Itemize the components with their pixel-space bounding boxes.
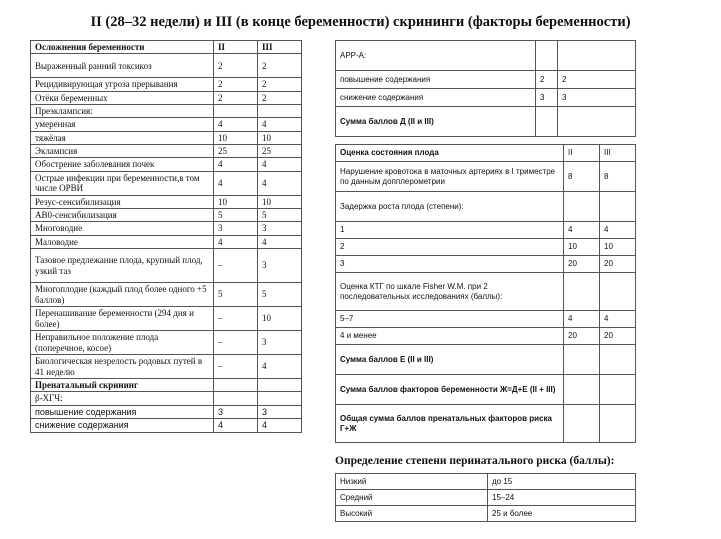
cell-ii: 3	[214, 405, 258, 418]
cell-iii: 4	[258, 158, 302, 171]
row-label: 3	[336, 256, 564, 273]
risk-range: до 15	[488, 474, 636, 490]
cell-ii: 4	[214, 158, 258, 171]
cell-iii: 8	[600, 162, 636, 192]
table-row	[31, 222, 302, 235]
cell-iii: 3	[558, 89, 636, 107]
row-label: Общая сумма баллов пренатальных факторов риска Г+Ж	[336, 405, 564, 443]
cell-iii: 2	[258, 91, 302, 104]
row-label: 4 и менее	[336, 328, 564, 345]
cell-ii	[214, 105, 258, 118]
cell-ii	[564, 345, 600, 375]
table-row	[31, 331, 302, 355]
table-row	[31, 195, 302, 208]
table-row	[336, 273, 636, 311]
cell-ii: 3	[214, 222, 258, 235]
cell-ii: 4	[214, 419, 258, 432]
table-row	[336, 256, 636, 273]
row-label: АВ0-сенсибилизация	[31, 209, 214, 222]
cell-ii: 2	[214, 91, 258, 104]
perinatal-risk-table	[335, 473, 636, 522]
row-label: АРР-А:	[336, 41, 536, 71]
cell-iii	[600, 273, 636, 311]
table-row	[336, 405, 636, 443]
column-header: Осложнения беременности	[31, 41, 214, 54]
cell-iii: 25	[258, 145, 302, 158]
row-label: Эклампсия	[31, 145, 214, 158]
cell-iii: 5	[258, 283, 302, 307]
row-label: β-ХГЧ:	[31, 392, 214, 405]
cell-iii: 10	[258, 195, 302, 208]
cell-iii: 5	[258, 209, 302, 222]
cell-iii: 4	[258, 118, 302, 131]
row-label: снижение содержания	[336, 89, 536, 107]
cell-iii: 3	[258, 405, 302, 418]
table-row	[31, 54, 302, 78]
cell-ii: 5	[214, 283, 258, 307]
cell-iii: 2	[258, 54, 302, 78]
cell-iii: 10	[600, 239, 636, 256]
table-row	[31, 307, 302, 331]
cell-ii: 3	[536, 89, 558, 107]
cell-iii: 4	[258, 235, 302, 248]
table-row	[336, 506, 636, 522]
fetal-condition-table	[335, 144, 636, 443]
table-row	[336, 41, 636, 71]
table-row	[31, 283, 302, 307]
cell-ii: 2	[536, 71, 558, 89]
row-label: умеренная	[31, 118, 214, 131]
cell-iii	[600, 192, 636, 222]
cell-iii	[258, 105, 302, 118]
row-label: 1	[336, 222, 564, 239]
cell-ii: 8	[564, 162, 600, 192]
table-row	[31, 392, 302, 405]
cell-ii: –	[214, 307, 258, 331]
cell-iii: 4	[600, 311, 636, 328]
risk-level: Средний	[336, 490, 488, 506]
row-label: тяжёлая	[31, 131, 214, 144]
cell-iii: 2	[558, 71, 636, 89]
cell-iii: 10	[258, 307, 302, 331]
table-row	[31, 379, 302, 392]
cell-ii: –	[214, 355, 258, 379]
row-label: Пренатальный скрининг	[31, 379, 214, 392]
table-row	[31, 78, 302, 91]
row-label: Сумма баллов Е (II и III)	[336, 345, 564, 375]
row-label: Сумма баллов факторов беременности Ж=Д+Е (II + III)	[336, 375, 564, 405]
cell-iii	[600, 375, 636, 405]
table-row	[31, 355, 302, 379]
cell-ii: 10	[214, 131, 258, 144]
cell-ii: –	[214, 249, 258, 283]
cell-iii	[558, 41, 636, 71]
cell-iii	[558, 107, 636, 137]
cell-iii: 3	[258, 249, 302, 283]
cell-ii: 5	[214, 209, 258, 222]
table-row	[31, 249, 302, 283]
cell-ii: 20	[564, 256, 600, 273]
cell-iii: 3	[258, 331, 302, 355]
row-label: Оценка КТГ по шкале Fisher W.M. при 2 последовательных исследованиях (баллы):	[336, 273, 564, 311]
cell-ii: 2	[214, 78, 258, 91]
cell-ii: 4	[214, 118, 258, 131]
row-label: Рецидивирующая угроза прерывания	[31, 78, 214, 91]
table-header-row	[336, 145, 636, 162]
table-row	[31, 158, 302, 171]
table-row	[336, 239, 636, 256]
row-label: повышение содержания	[336, 71, 536, 89]
column-header: II	[214, 41, 258, 54]
pregnancy-complications-table	[30, 40, 302, 433]
table-row	[31, 105, 302, 118]
column-header: II	[564, 145, 600, 162]
cell-ii: 4	[214, 235, 258, 248]
cell-iii: 3	[258, 222, 302, 235]
row-label: Обострение заболевания почек	[31, 158, 214, 171]
row-label: Задержка роста плода (степени):	[336, 192, 564, 222]
cell-ii	[564, 273, 600, 311]
cell-ii: 4	[564, 222, 600, 239]
table-row	[336, 328, 636, 345]
cell-iii	[600, 345, 636, 375]
cell-ii	[564, 192, 600, 222]
cell-ii: 25	[214, 145, 258, 158]
cell-iii	[258, 392, 302, 405]
table-row	[336, 162, 636, 192]
cell-ii: 4	[564, 311, 600, 328]
cell-iii: 10	[258, 131, 302, 144]
table-row	[31, 91, 302, 104]
cell-ii: –	[214, 331, 258, 355]
table-row	[31, 118, 302, 131]
table-row	[31, 419, 302, 432]
cell-ii	[564, 375, 600, 405]
table-row	[336, 375, 636, 405]
cell-ii	[214, 379, 258, 392]
cell-iii: 2	[258, 78, 302, 91]
cell-iii: 20	[600, 328, 636, 345]
table-row	[336, 490, 636, 506]
cell-ii: 10	[214, 195, 258, 208]
cell-iii	[600, 405, 636, 443]
cell-iii: 4	[258, 171, 302, 195]
table-row	[31, 145, 302, 158]
table-header-row	[31, 41, 302, 54]
row-label: Многоводие	[31, 222, 214, 235]
row-label: Отёки беременных	[31, 91, 214, 104]
cell-ii: 10	[564, 239, 600, 256]
row-label: Тазовое предлежание плода, крупный плод, узкий таз	[31, 249, 214, 283]
table-row	[336, 345, 636, 375]
column-header: III	[600, 145, 636, 162]
risk-section-title: Определение степени перинатального риска (баллы):	[335, 455, 615, 467]
cell-iii: 4	[600, 222, 636, 239]
papp-a-table	[335, 40, 636, 137]
row-label: Острые инфекции при беременности,в том числе ОРВИ	[31, 171, 214, 195]
cell-ii	[564, 405, 600, 443]
row-label: Выраженный ранний токсикоз	[31, 54, 214, 78]
cell-iii: 4	[258, 419, 302, 432]
table-row	[31, 171, 302, 195]
row-label: 2	[336, 239, 564, 256]
risk-level: Высокий	[336, 506, 488, 522]
row-label: Преэклампсия:	[31, 105, 214, 118]
row-label: Нарушение кровотока в маточных артериях в I триместре по данным допплерометрии	[336, 162, 564, 192]
cell-iii: 4	[258, 355, 302, 379]
risk-range: 25 и более	[488, 506, 636, 522]
table-row	[31, 209, 302, 222]
table-row	[336, 311, 636, 328]
table-row	[336, 71, 636, 89]
row-label: 5–7	[336, 311, 564, 328]
row-label: снижение содержания	[31, 419, 214, 432]
page-title: II (28–32 недели) и III (в конце беременности) скрининги (факторы беременности)	[90, 14, 631, 30]
row-label: Неправильное положение плода (поперечное, косое)	[31, 331, 214, 355]
column-header: Оценка состояния плода	[336, 145, 564, 162]
risk-level: Низкий	[336, 474, 488, 490]
table-row	[336, 192, 636, 222]
cell-iii: 20	[600, 256, 636, 273]
cell-ii	[536, 41, 558, 71]
row-label: Маловодие	[31, 235, 214, 248]
risk-range: 15–24	[488, 490, 636, 506]
row-label: повышение содержания	[31, 405, 214, 418]
cell-ii: 4	[214, 171, 258, 195]
table-row	[336, 89, 636, 107]
row-label: Биологическая незрелость родовых путей в 41 неделю	[31, 355, 214, 379]
row-label: Сумма баллов Д (II и III)	[336, 107, 536, 137]
cell-ii: 20	[564, 328, 600, 345]
row-label: Резус-сенсибилизация	[31, 195, 214, 208]
table-row	[31, 405, 302, 418]
cell-ii	[214, 392, 258, 405]
row-label: Многоплодие (каждый плод более одного +5 баллов)	[31, 283, 214, 307]
column-header: III	[258, 41, 302, 54]
cell-ii: 2	[214, 54, 258, 78]
table-row	[336, 107, 636, 137]
cell-ii	[536, 107, 558, 137]
table-row	[336, 222, 636, 239]
row-label: Перенашивание беременности (294 дня и более)	[31, 307, 214, 331]
table-row	[336, 474, 636, 490]
table-row	[31, 235, 302, 248]
table-row	[31, 131, 302, 144]
cell-iii	[258, 379, 302, 392]
